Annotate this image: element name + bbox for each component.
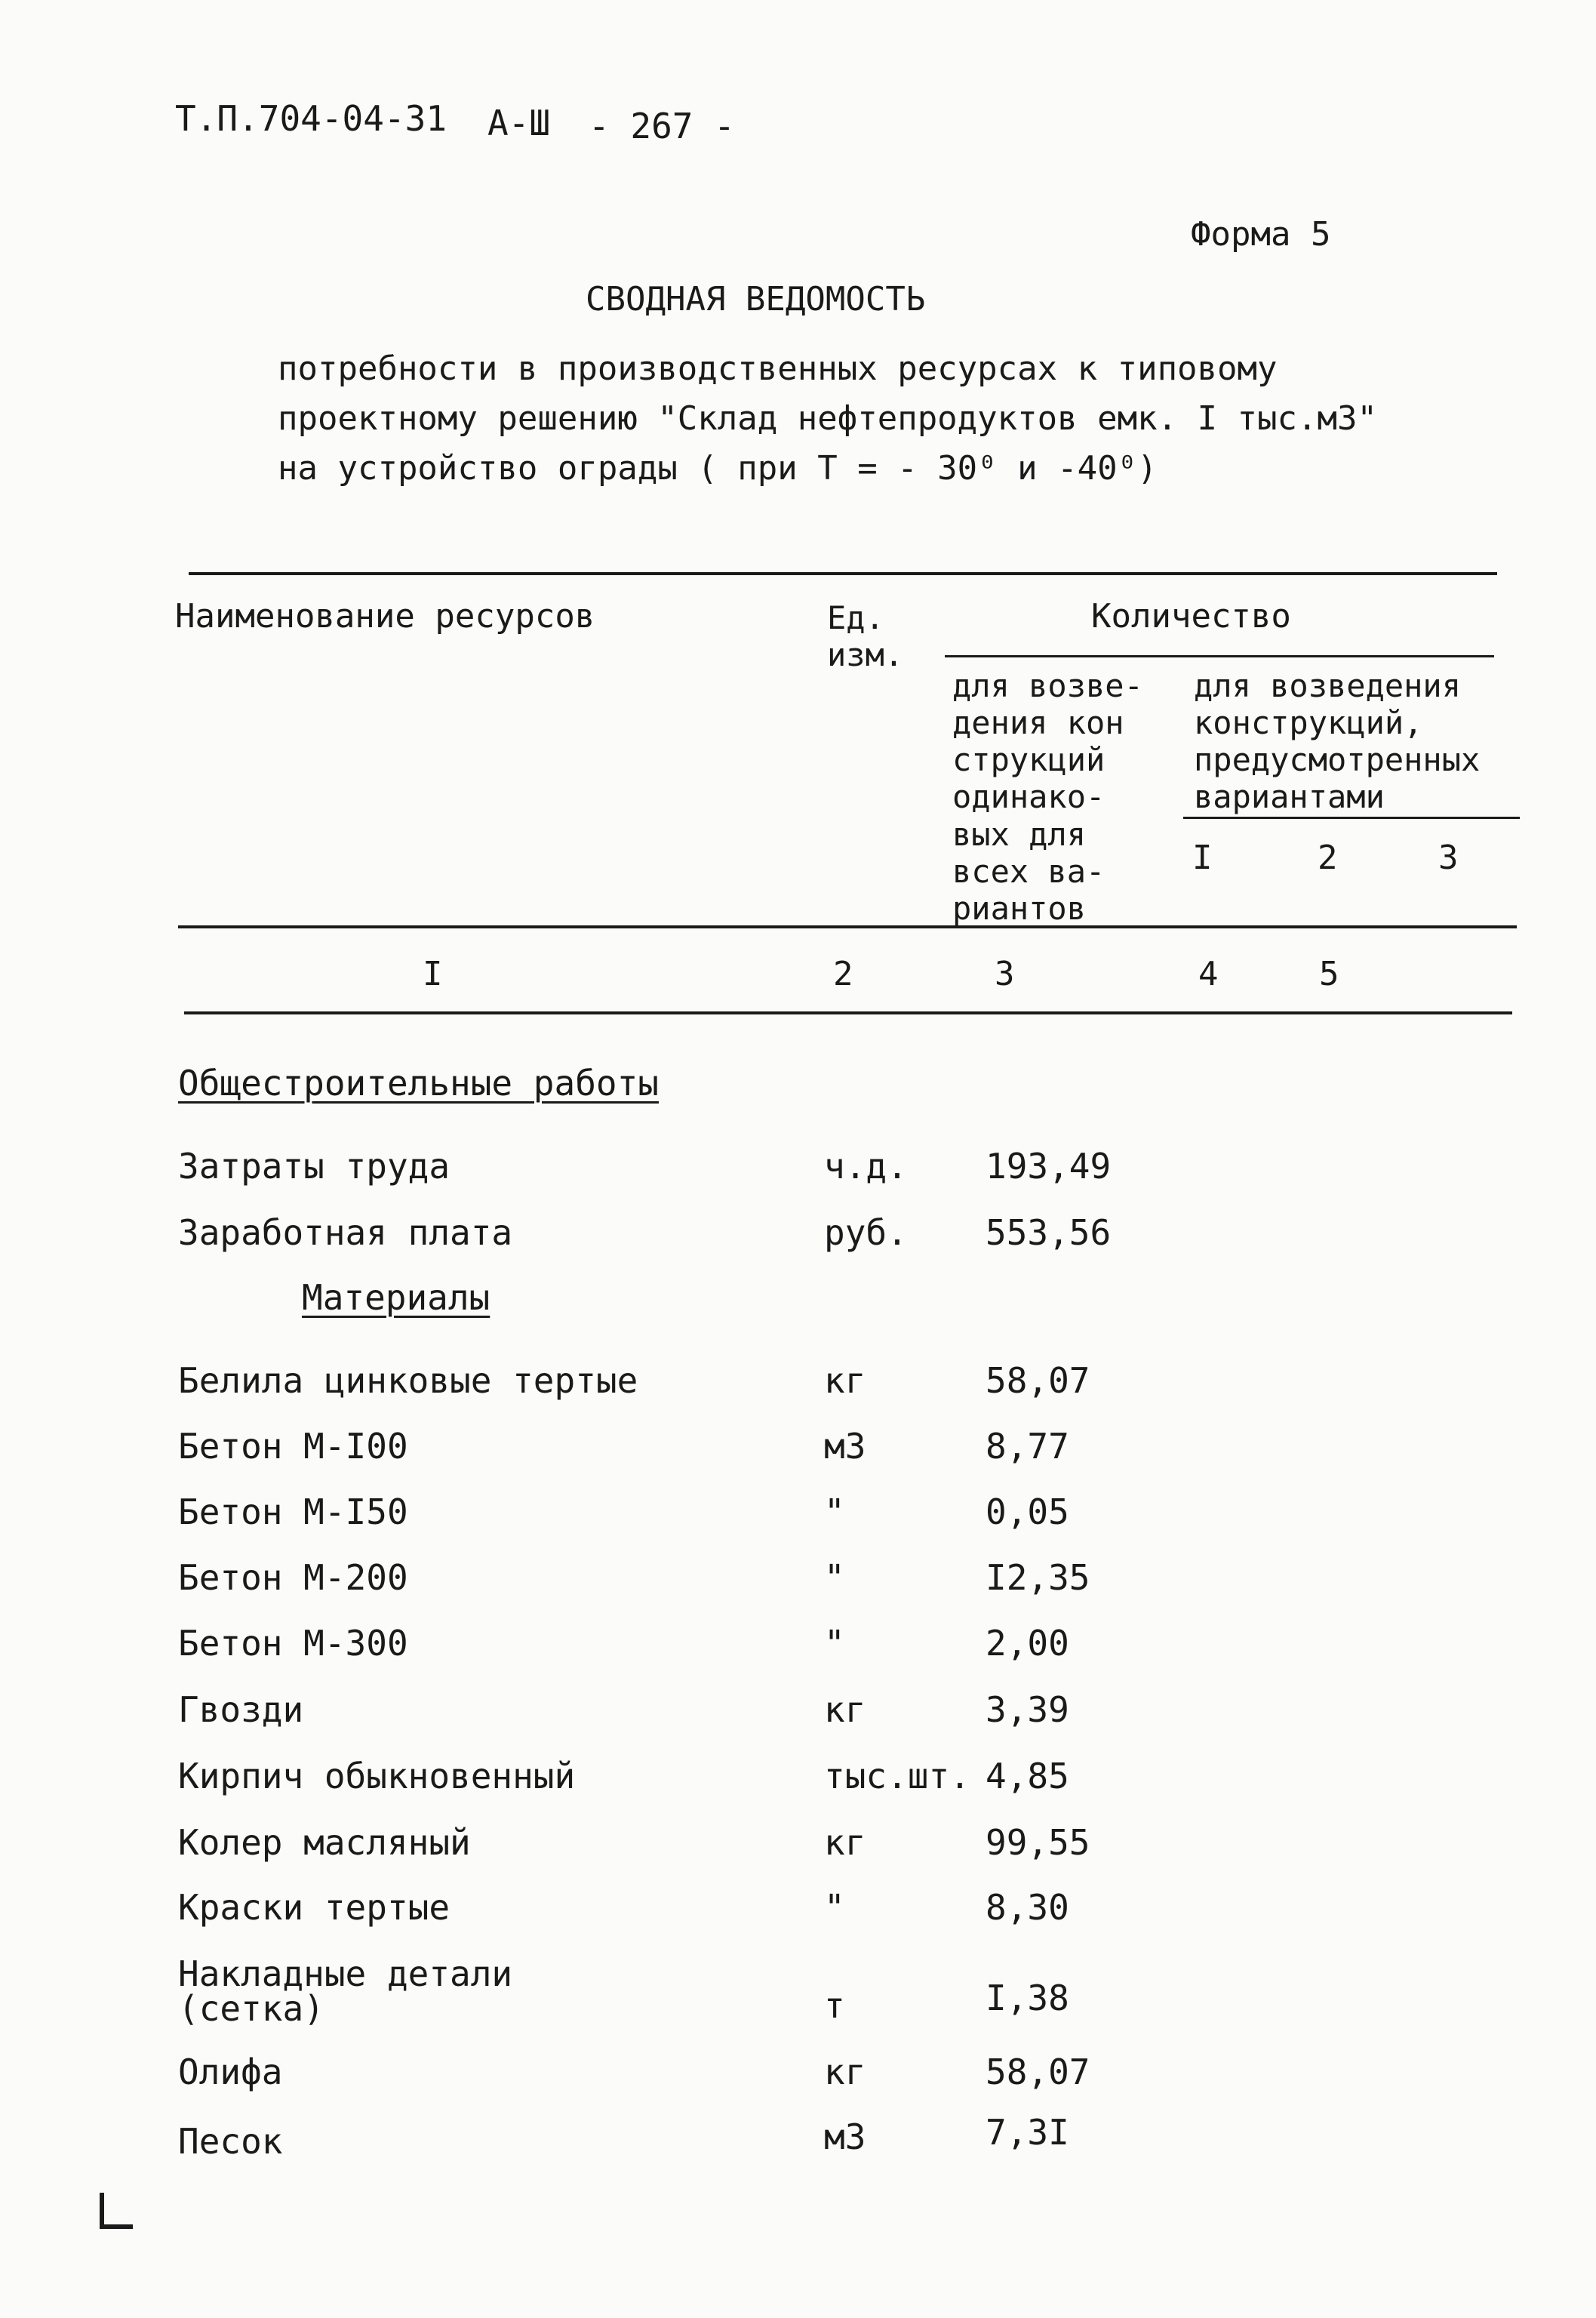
header-unit: Ед. изм. xyxy=(827,599,904,674)
resource-name: Затраты труда xyxy=(178,1146,451,1187)
resource-quantity: 58,07 xyxy=(986,2052,1090,2092)
resource-quantity: I2,35 xyxy=(986,1557,1090,1598)
resource-name: Гвозди xyxy=(178,1689,304,1730)
corner-mark xyxy=(100,2193,133,2229)
resource-unit: кг xyxy=(824,1822,866,1863)
form-label: Форма 5 xyxy=(1191,215,1331,254)
resource-name: Бетон М-I50 xyxy=(178,1491,408,1532)
column-number-4: 4 xyxy=(1198,955,1219,993)
sheet-code: А-Ш xyxy=(487,103,551,143)
resource-quantity: 3,39 xyxy=(986,1689,1069,1730)
header-by-variants: для возведения конструкций, предусмотренных вариантами xyxy=(1194,667,1481,816)
header-variant-3: 3 xyxy=(1438,839,1459,877)
header-variant-2: 2 xyxy=(1318,839,1338,877)
resource-unit: " xyxy=(824,1623,845,1664)
header-bottom-rule xyxy=(178,925,1517,928)
document-code: Т.П.704-04-31 xyxy=(175,98,447,139)
resource-quantity: 7,3I xyxy=(986,2112,1069,2153)
header-resource-name: Наименование ресурсов xyxy=(175,597,595,636)
section-title: Общестроительные работы xyxy=(178,1063,659,1104)
resource-quantity: 0,05 xyxy=(986,1491,1069,1532)
header-common-for-all-variants: для возве- дения кон струкций одинако- вых для всех ва- риантов xyxy=(952,667,1143,927)
resource-name: Краски тертые xyxy=(178,1887,451,1928)
resource-quantity: 553,56 xyxy=(986,1212,1112,1253)
resource-unit: кг xyxy=(824,1689,866,1730)
resource-name: Колер масляный xyxy=(178,1822,471,1863)
subtitle-line-3: на устройство ограды ( при Т = - 30⁰ и -40⁰) xyxy=(278,449,1158,488)
resource-quantity: 58,07 xyxy=(986,1360,1090,1401)
resource-quantity: 4,85 xyxy=(986,1756,1069,1796)
resource-unit: " xyxy=(824,1887,845,1928)
resource-unit: т xyxy=(824,1985,845,2026)
resource-name: Бетон М-300 xyxy=(178,1623,408,1664)
column-number-5: 5 xyxy=(1319,955,1339,993)
resource-quantity: 8,77 xyxy=(986,1426,1069,1467)
resource-unit: тыс.шт. xyxy=(824,1756,970,1796)
page-number: - 267 - xyxy=(589,106,735,146)
subtitle-line-1: потребности в производственных ресурсах к типовому xyxy=(278,349,1278,388)
resource-unit: " xyxy=(824,1491,845,1532)
resource-quantity: 193,49 xyxy=(986,1146,1112,1187)
materials-title: Материалы xyxy=(302,1277,490,1318)
resource-unit: кг xyxy=(824,1360,866,1401)
resource-name: Олифа xyxy=(178,2052,283,2092)
resource-quantity: 8,30 xyxy=(986,1887,1069,1928)
resource-name: Бетон М-I00 xyxy=(178,1426,408,1467)
resource-quantity: 2,00 xyxy=(986,1623,1069,1664)
subtitle-line-2: проектному решению "Склад нефтепродуктов емк. I тыс.м3" xyxy=(278,399,1377,438)
column-number-3: 3 xyxy=(995,955,1015,993)
resource-quantity: I,38 xyxy=(986,1978,1069,2018)
resource-name: Накладные детали (сетка) xyxy=(178,1953,513,2029)
header-quantity: Количество xyxy=(1091,597,1291,636)
column-number-2: 2 xyxy=(833,955,853,993)
header-variant-1: I xyxy=(1192,839,1213,877)
column-number-1: I xyxy=(423,955,443,993)
resource-quantity: 99,55 xyxy=(986,1822,1090,1863)
resource-unit: м3 xyxy=(824,1426,866,1467)
resource-name: Песок xyxy=(178,2121,283,2162)
resource-unit: " xyxy=(824,1557,845,1598)
table-top-rule xyxy=(189,572,1497,575)
column-numbers-rule xyxy=(184,1011,1512,1014)
resource-name: Кирпич обыкновенный xyxy=(178,1756,576,1796)
resource-unit: руб. xyxy=(824,1212,908,1253)
resource-unit: м3 xyxy=(824,2116,866,2157)
quantity-subheader-rule xyxy=(945,655,1494,657)
resource-unit: кг xyxy=(824,2052,866,2092)
resource-name: Заработная плата xyxy=(178,1212,513,1253)
resource-name: Белила цинковые тертые xyxy=(178,1360,638,1401)
variants-subheader-rule xyxy=(1183,817,1520,819)
resource-unit: ч.д. xyxy=(824,1146,908,1187)
resource-name: Бетон М-200 xyxy=(178,1557,408,1598)
document-title: СВОДНАЯ ВЕДОМОСТЬ xyxy=(586,280,926,319)
